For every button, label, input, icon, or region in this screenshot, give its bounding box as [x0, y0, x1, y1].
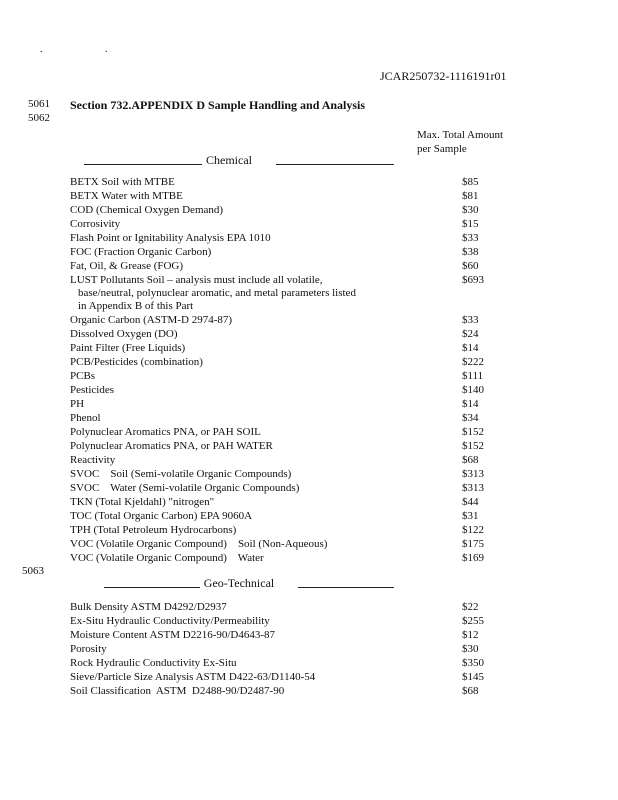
price-cell: $44: [462, 496, 479, 508]
price-cell: $60: [462, 260, 479, 272]
item-name-cell: Ex-Situ Hydraulic Conductivity/Permeability: [70, 615, 270, 627]
section-title: Section 732.APPENDIX D Sample Handling and Analysis: [70, 98, 366, 112]
item-name-cell: Soil Classification ASTM D2488-90/D2487-90: [70, 685, 285, 697]
line-number: 5062: [28, 112, 50, 124]
item-name-cell: Pesticides: [70, 384, 114, 396]
price-cell: $693: [462, 274, 484, 286]
geotechnical-group-header: [84, 576, 394, 591]
price-cell: $175: [462, 538, 484, 550]
price-cell: $22: [462, 601, 479, 613]
price-cell: $145: [462, 671, 484, 683]
price-cell: $313: [462, 482, 484, 494]
price-cell: $14: [462, 342, 479, 354]
item-name-cell: BETX Soil with MTBE: [70, 176, 175, 188]
item-name-cell: TOC (Total Organic Carbon) EPA 9060A: [70, 510, 253, 522]
item-name-cell: Polynuclear Aromatics PNA, or PAH WATER: [70, 440, 273, 452]
chemical-group-title: Chemical: [206, 153, 252, 167]
price-cell: $68: [462, 454, 479, 466]
price-cell: $152: [462, 426, 484, 438]
max-total-column-header: Max. Total Amount per Sample: [417, 129, 504, 155]
price-cell: $33: [462, 232, 479, 244]
item-name-cell: TKN (Total Kjeldahl) "nitrogen": [70, 496, 215, 508]
price-cell: $140: [462, 384, 484, 396]
price-cell: $222: [462, 356, 484, 368]
item-name-cell: PCB/Pesticides (combination): [70, 356, 203, 368]
price-cell: $12: [462, 629, 479, 641]
item-name-cell: Polynuclear Aromatics PNA, or PAH SOIL: [70, 426, 261, 438]
item-name-cell: Bulk Density ASTM D4292/D2937: [70, 601, 227, 613]
price-cell: $24: [462, 328, 479, 340]
price-cell: $85: [462, 176, 479, 188]
item-name-cell: SVOC Water (Semi-volatile Organic Compounds): [70, 482, 300, 494]
price-cell: $313: [462, 468, 484, 480]
item-name-cell: Phenol: [70, 412, 101, 424]
price-cell: $34: [462, 412, 479, 424]
item-name-cell: Sieve/Particle Size Analysis ASTM D422-63/D1140-54: [70, 671, 316, 683]
price-cell: $255: [462, 615, 484, 627]
document-id: JCAR250732-1116191r01: [380, 69, 507, 83]
price-cell: $14: [462, 398, 479, 410]
item-name-cell: Moisture Content ASTM D2216-90/D4643-87: [70, 629, 276, 641]
item-name-cell: VOC (Volatile Organic Compound) Soil (Non-Aqueous): [70, 538, 328, 550]
item-name-cell: Paint Filter (Free Liquids): [70, 342, 186, 354]
price-cell: $30: [462, 204, 479, 216]
price-cell: $30: [462, 643, 479, 655]
chemical-group-header: [84, 153, 394, 168]
item-name-cell: VOC (Volatile Organic Compound) Water: [70, 552, 264, 564]
item-name-cell: Corrosivity: [70, 218, 121, 230]
multi-line-name: LUST Pollutants Soil – analysis must include all volatile, base/neutral, polynuclear aromatic, and metal parameters listed in Appendix B of this Part: [70, 274, 356, 312]
price-cell: $68: [462, 685, 479, 697]
price-cell: $152: [462, 440, 484, 452]
item-name-cell: Reactivity: [70, 454, 116, 466]
price-cell: $31: [462, 510, 479, 522]
item-name-cell: PH: [70, 398, 85, 410]
item-name-cell: Organic Carbon (ASTM-D 2974-87): [70, 314, 233, 326]
price-cell: $33: [462, 314, 479, 326]
price-cell: $122: [462, 524, 484, 536]
item-name-cell: TPH (Total Petroleum Hydrocarbons): [70, 524, 237, 536]
item-name-cell: Fat, Oil, & Grease (FOG): [70, 260, 184, 272]
item-name-cell: BETX Water with MTBE: [70, 190, 183, 202]
geotechnical-group-title: Geo-Technical: [203, 576, 275, 590]
item-name-cell: FOC (Fraction Organic Carbon): [70, 246, 212, 258]
item-name-cell: SVOC Soil (Semi-volatile Organic Compounds): [70, 468, 292, 480]
item-name-cell: Flash Point or Ignitability Analysis EPA 1010: [70, 232, 271, 244]
item-name-cell: Dissolved Oxygen (DO): [70, 328, 178, 340]
item-name-cell: Porosity: [70, 643, 107, 655]
line-number: 5061: [28, 98, 50, 110]
price-cell: $38: [462, 246, 479, 258]
scan-marks: . .: [40, 44, 138, 55]
price-cell: $15: [462, 218, 479, 230]
price-cell: $81: [462, 190, 479, 202]
item-name-cell: COD (Chemical Oxygen Demand): [70, 204, 224, 216]
line-number: 5063: [22, 565, 44, 577]
price-cell: $350: [462, 657, 484, 669]
price-cell: $111: [462, 370, 484, 382]
item-name-cell: Rock Hydraulic Conductivity Ex-Situ: [70, 657, 237, 669]
item-name-cell: PCBs: [70, 370, 96, 382]
price-cell: $169: [462, 552, 484, 564]
